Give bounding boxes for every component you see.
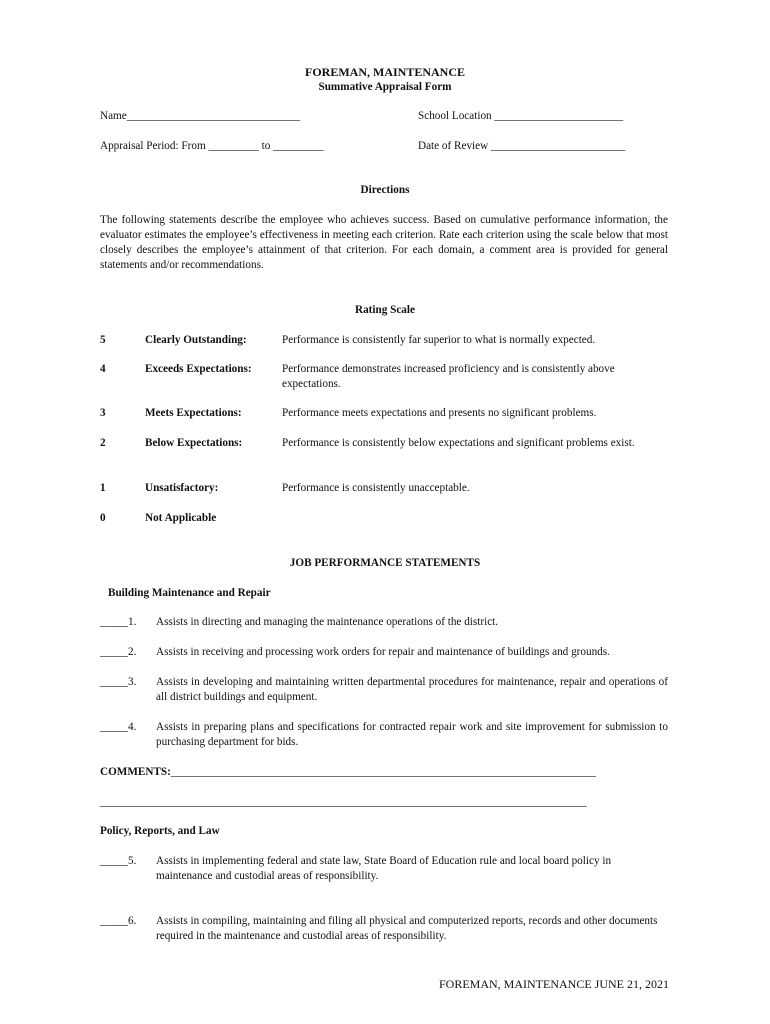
date-of-review-field[interactable]: Date of Review ________________________ — [418, 140, 626, 152]
form-title: FOREMAN, MAINTENANCE — [305, 65, 465, 79]
rating-desc: Performance meets expectations and presents no significant problems. — [282, 407, 597, 419]
rating-blank-5[interactable]: _____5. — [100, 855, 137, 867]
rating-desc: Performance is consistently far superior to what is normally expected. — [282, 334, 596, 346]
comments-label: COMMENTS: — [100, 766, 171, 778]
rating-num: 2 — [100, 437, 106, 449]
rating-blank-2[interactable]: _____2. — [100, 646, 137, 658]
school-location-field[interactable]: School Location _______________________ — [418, 110, 624, 122]
statement-text-1: Assists in directing and managing the maintenance operations of the district. — [156, 616, 499, 628]
statement-text-3: Assists in developing and maintaining written departmental procedures for maintenance, repair and operations of all district buildings and equipment. — [156, 676, 668, 703]
job-performance-heading: JOB PERFORMANCE STATEMENTS — [289, 557, 481, 569]
rating-desc: Performance is consistently unacceptable. — [282, 482, 470, 494]
rating-blank-3[interactable]: _____3. — [100, 676, 137, 688]
statement-text-6: Assists in compiling, maintaining and filing all physical and computerized reports, records and other documents required in the maintenance and custodial areas of responsibility. — [156, 915, 658, 942]
rating-desc: Performance is consistently below expectations and significant problems exist. — [282, 437, 635, 449]
rating-label: Below Expectations: — [145, 437, 243, 449]
directions-heading: Directions — [360, 184, 410, 196]
rating-num: 4 — [100, 363, 106, 375]
rating-desc: Performance demonstrates increased proficiency and is consistently above expectations. — [282, 363, 615, 390]
rating-num: 0 — [100, 512, 106, 524]
rating-scale-heading: Rating Scale — [355, 304, 415, 316]
rating-label: Exceeds Expectations: — [145, 363, 252, 375]
rating-blank-1[interactable]: _____1. — [100, 616, 137, 628]
form-subtitle: Summative Appraisal Form — [318, 81, 452, 93]
directions-text: The following statements describe the employee who achieves success. Based on cumulative performance information, the evaluator estimates the employee’s effectiveness in meeting each criterion. Rate each criterion using the scale below that most closely describes the employee’s attainment of that criterion. For each domain, a comment area is provided for general statements and/or recommendations. — [100, 214, 668, 271]
statement-text-5: Assists in implementing federal and state law, State Board of Education rule and local board policy in maintenance and custodial areas of responsibility. — [156, 855, 612, 882]
comments-row — [100, 765, 596, 780]
rating-blank-6[interactable]: _____6. — [100, 915, 137, 927]
section-title-building-maintenance: Building Maintenance and Repair — [108, 587, 271, 599]
rating-label: Meets Expectations: — [145, 407, 242, 419]
statement-text-4: Assists in preparing plans and specifications for contracted repair work and site improvement for submission to purchasing department for bids. — [156, 721, 668, 748]
appraisal-period-field[interactable]: Appraisal Period: From _________ to _________ — [100, 140, 324, 152]
statement-text-2: Assists in receiving and processing work orders for repair and maintenance of buildings and grounds. — [156, 646, 610, 658]
rating-blank-4[interactable]: _____4. — [100, 721, 137, 733]
section-title-policy-reports-law: Policy, Reports, and Law — [100, 825, 220, 837]
rating-label: Not Applicable — [145, 512, 217, 524]
comments-line-2[interactable]: _______________________________________________________________________________________ — [100, 796, 587, 808]
rating-num: 1 — [100, 482, 106, 494]
name-field[interactable]: Name_______________________________ — [100, 110, 301, 122]
rating-num: 3 — [100, 407, 106, 419]
rating-label: Unsatisfactory: — [145, 482, 219, 494]
rating-num: 5 — [100, 334, 106, 346]
footer-text: FOREMAN, MAINTENANCE JUNE 21, 2021 — [439, 977, 669, 991]
rating-label: Clearly Outstanding: — [145, 334, 247, 346]
comments-line[interactable]: ____________________________________________________________________________ — [170, 766, 596, 778]
